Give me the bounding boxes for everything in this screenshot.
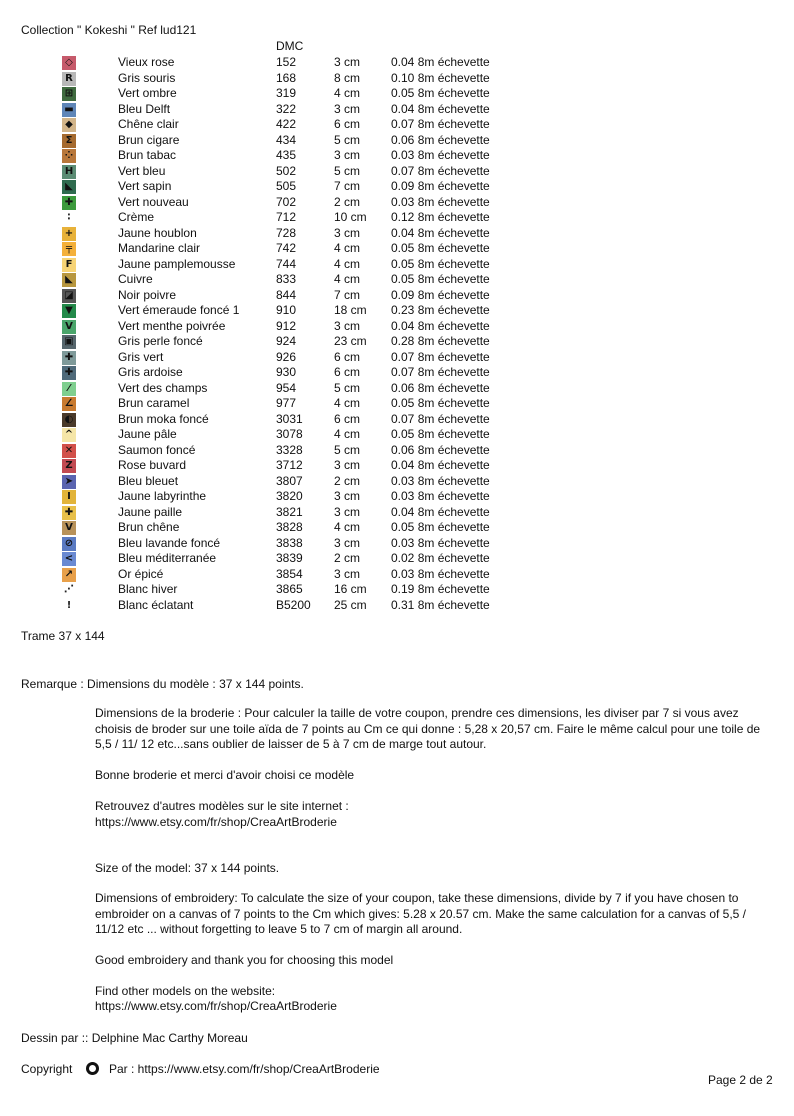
thread-name: Vert sapin xyxy=(118,179,172,193)
thread-row xyxy=(0,257,794,273)
thread-skein: 0.10 8m échevette xyxy=(391,70,490,85)
thread-length: 5 cm xyxy=(334,380,361,395)
thread-skein: 0.12 8m échevette xyxy=(391,210,490,224)
thread-skein: 0.05 8m échevette xyxy=(391,241,490,255)
thread-name: Bleu lavande foncé xyxy=(118,535,221,550)
thread-dmc-number: 422 xyxy=(276,117,297,131)
thread-symbol-swatch: ⋰ xyxy=(64,584,74,595)
thread-symbol-swatch: ⊞ xyxy=(62,87,76,101)
thread-name: Gris vert xyxy=(118,349,164,364)
thread-row xyxy=(0,396,794,412)
thread-symbol-swatch: ▬ xyxy=(62,103,76,117)
thread-length: 4 cm xyxy=(334,241,361,255)
thread-name: Brun chêne xyxy=(118,520,180,534)
thread-name: Rose buvard xyxy=(118,458,187,472)
thread-dmc-number: 954 xyxy=(276,380,297,395)
thread-symbol-swatch: ▣ xyxy=(62,335,76,349)
thread-skein: 0.19 8m échevette xyxy=(391,582,490,596)
thread-length: 6 cm xyxy=(334,365,361,379)
thread-name: Vert des champs xyxy=(118,380,208,395)
thread-skein: 0.23 8m échevette xyxy=(391,303,490,317)
en-find-text: Find other models on the website: xyxy=(95,984,276,998)
thread-symbol-swatch: I xyxy=(62,490,76,504)
thread-length: 4 cm xyxy=(334,520,361,534)
thread-symbol-swatch: ⁘ xyxy=(62,149,76,163)
fr-thanks-text: Bonne broderie et merci d'avoir choisi ce modèle xyxy=(95,768,355,782)
thread-name: Gris ardoise xyxy=(118,365,183,379)
thread-skein: 0.05 8m échevette xyxy=(391,396,490,410)
thread-dmc-number: 744 xyxy=(276,256,297,271)
thread-dmc-number: 3078 xyxy=(276,427,303,441)
thread-length: 3 cm xyxy=(334,489,361,503)
thread-symbol-swatch: ◆ xyxy=(62,118,76,132)
thread-skein: 0.03 8m échevette xyxy=(391,148,490,162)
thread-length: 4 cm xyxy=(334,86,361,100)
thread-skein: 0.03 8m échevette xyxy=(391,535,490,550)
thread-dmc-number: 844 xyxy=(276,287,297,302)
thread-dmc-number: 712 xyxy=(276,210,297,224)
thread-name: Blanc hiver xyxy=(118,582,178,596)
thread-row xyxy=(0,195,794,211)
thread-row xyxy=(0,226,794,242)
thread-row xyxy=(0,381,794,397)
thread-dmc-number: 977 xyxy=(276,396,297,410)
thread-dmc-number: 3328 xyxy=(276,442,303,457)
thread-dmc-number: 3839 xyxy=(276,551,303,565)
thread-skein: 0.03 8m échevette xyxy=(391,566,490,581)
thread-dmc-number: B5200 xyxy=(276,597,311,612)
thread-row xyxy=(0,536,794,552)
thread-symbol-swatch: ▼ xyxy=(62,304,76,318)
thread-symbol-swatch: V xyxy=(62,521,76,535)
page-number: Page 2 de 2 xyxy=(708,1073,773,1087)
thread-length: 5 cm xyxy=(334,442,361,457)
thread-row xyxy=(0,458,794,474)
thread-dmc-number: 930 xyxy=(276,365,297,379)
thread-row xyxy=(0,241,794,257)
thread-row xyxy=(0,427,794,443)
thread-row xyxy=(0,505,794,521)
thread-length: 3 cm xyxy=(334,566,361,581)
thread-length: 25 cm xyxy=(334,597,367,612)
thread-dmc-number: 3865 xyxy=(276,582,303,596)
thread-name: Jaune pamplemousse xyxy=(118,256,236,271)
thread-length: 6 cm xyxy=(334,117,361,131)
thread-row xyxy=(0,179,794,195)
thread-dmc-number: 926 xyxy=(276,349,297,364)
thread-dmc-number: 434 xyxy=(276,132,297,147)
thread-name: Brun moka foncé xyxy=(118,411,209,426)
thread-dmc-number: 505 xyxy=(276,179,297,193)
thread-symbol-swatch: ◐ xyxy=(62,413,76,427)
thread-length: 6 cm xyxy=(334,349,361,364)
thread-row xyxy=(0,520,794,536)
thread-length: 3 cm xyxy=(334,458,361,472)
thread-dmc-number: 319 xyxy=(276,86,297,100)
thread-row xyxy=(0,334,794,350)
thread-name: Blanc éclatant xyxy=(118,597,194,612)
thread-symbol-swatch: ✚ xyxy=(62,366,76,380)
thread-name: Mandarine clair xyxy=(118,241,201,255)
thread-row xyxy=(0,133,794,149)
thread-length: 3 cm xyxy=(334,504,361,519)
thread-skein: 0.05 8m échevette xyxy=(391,272,490,286)
thread-dmc-number: 3821 xyxy=(276,504,303,519)
thread-row xyxy=(0,148,794,164)
thread-symbol-swatch: Σ xyxy=(62,134,76,148)
thread-name: Vert menthe poivrée xyxy=(118,318,226,333)
thread-row xyxy=(0,443,794,459)
fr-find-text: Retrouvez d'autres modèles sur le site internet : xyxy=(95,799,349,813)
thread-dmc-number: 435 xyxy=(276,148,297,162)
thread-name: Brun caramel xyxy=(118,396,190,410)
thread-symbol-swatch: ◇ xyxy=(62,56,76,70)
thread-length: 4 cm xyxy=(334,272,361,286)
thread-dmc-number: 742 xyxy=(276,241,297,255)
thread-skein: 0.31 8m échevette xyxy=(391,597,490,612)
thread-symbol-swatch: ∶ xyxy=(62,211,76,225)
thread-length: 4 cm xyxy=(334,396,361,410)
thread-name: Vieux rose xyxy=(118,55,175,69)
thread-symbol-swatch: ✕ xyxy=(62,444,76,458)
thread-length: 3 cm xyxy=(334,101,361,116)
thread-row xyxy=(0,303,794,319)
thread-length: 2 cm xyxy=(334,194,361,209)
thread-name: Bleu bleuet xyxy=(118,473,179,488)
thread-skein: 0.05 8m échevette xyxy=(391,256,490,271)
thread-dmc-number: 3031 xyxy=(276,411,303,426)
thread-skein: 0.05 8m échevette xyxy=(391,427,490,441)
thread-symbol-swatch: ◣ xyxy=(62,180,76,194)
thread-dmc-number: 3854 xyxy=(276,566,303,581)
thread-length: 18 cm xyxy=(334,303,367,317)
thread-dmc-number: 3838 xyxy=(276,535,303,550)
thread-skein: 0.28 8m échevette xyxy=(391,334,490,348)
thread-name: Jaune paille xyxy=(118,504,183,519)
thread-skein: 0.03 8m échevette xyxy=(391,489,490,503)
thread-row xyxy=(0,272,794,288)
thread-length: 4 cm xyxy=(334,256,361,271)
thread-symbol-swatch: ✚ xyxy=(62,506,76,520)
thread-row xyxy=(0,86,794,102)
thread-length: 3 cm xyxy=(334,318,361,333)
thread-symbol-swatch: ↗ xyxy=(62,568,76,582)
thread-row xyxy=(0,551,794,567)
thread-row xyxy=(0,55,794,71)
thread-dmc-number: 924 xyxy=(276,334,297,348)
thread-symbol-swatch: ^ xyxy=(62,428,76,442)
en-shop-link[interactable]: https://www.etsy.com/fr/shop/CreaArtBroderie xyxy=(95,999,337,1013)
thread-skein: 0.07 8m échevette xyxy=(391,117,490,131)
thread-dmc-number: 833 xyxy=(276,272,297,286)
thread-symbol-swatch: < xyxy=(62,552,76,566)
thread-skein: 0.03 8m échevette xyxy=(391,473,490,488)
page-title: Collection " Kokeshi " Ref lud121 xyxy=(21,23,197,37)
thread-skein: 0.04 8m échevette xyxy=(391,55,490,69)
thread-dmc-number: 910 xyxy=(276,303,297,317)
en-dimensions-paragraph: Dimensions of embroidery: To calculate the size of your coupon, take these dimensions, divide by 7 if you have chosen to embroider on a canvas of 7 points to the Cm which gives: 5.28 x 20.57 cm. Make the same calculation for a canvas of 5,5 / 11/12 etc ... without forgetting to leave 5 to 7 cm of margin all around. xyxy=(95,891,747,936)
thread-symbol-swatch: ✚ xyxy=(62,351,76,365)
thread-name: Gris souris xyxy=(118,70,176,85)
thread-row xyxy=(0,489,794,505)
thread-symbol-swatch: ! xyxy=(62,599,76,613)
thread-length: 3 cm xyxy=(334,148,361,162)
thread-length: 8 cm xyxy=(334,70,361,85)
thread-dmc-number: 728 xyxy=(276,225,297,240)
thread-dmc-number: 912 xyxy=(276,318,297,333)
thread-symbol-swatch: + xyxy=(62,227,76,241)
thread-row xyxy=(0,319,794,335)
thread-symbol-swatch: H xyxy=(62,165,76,179)
thread-dmc-number: 3712 xyxy=(276,458,303,472)
copyright-label: Copyright xyxy=(21,1062,73,1076)
thread-name: Crème xyxy=(118,210,155,224)
thread-symbol-swatch: ∠ xyxy=(62,397,76,411)
thread-dmc-number: 168 xyxy=(276,70,297,85)
thread-dmc-number: 322 xyxy=(276,101,297,116)
thread-skein: 0.04 8m échevette xyxy=(391,504,490,519)
thread-name: Bleu Delft xyxy=(118,101,171,116)
thread-length: 5 cm xyxy=(334,163,361,178)
thread-row xyxy=(0,102,794,118)
thread-length: 7 cm xyxy=(334,179,361,193)
thread-length: 7 cm xyxy=(334,287,361,302)
thread-skein: 0.04 8m échevette xyxy=(391,101,490,116)
thread-name: Cuivre xyxy=(118,272,153,286)
thread-symbol-swatch: ➤ xyxy=(62,475,76,489)
thread-name: Jaune pâle xyxy=(118,427,177,441)
remark-heading: Remarque : Dimensions du modèle : 37 x 144 points. xyxy=(21,677,304,691)
thread-skein: 0.06 8m échevette xyxy=(391,442,490,457)
thread-name: Vert bleu xyxy=(118,163,166,178)
thread-name: Or épicé xyxy=(118,566,164,581)
thread-symbol-swatch: ✚ xyxy=(62,196,76,210)
thread-length: 5 cm xyxy=(334,132,361,147)
thread-skein: 0.06 8m échevette xyxy=(391,380,490,395)
en-thanks-text: Good embroidery and thank you for choosing this model xyxy=(95,953,394,967)
thread-dmc-number: 152 xyxy=(276,55,297,69)
thread-skein: 0.07 8m échevette xyxy=(391,411,490,426)
thread-length: 10 cm xyxy=(334,210,367,224)
thread-skein: 0.04 8m échevette xyxy=(391,225,490,240)
thread-row xyxy=(0,474,794,490)
thread-length: 2 cm xyxy=(334,551,361,565)
thread-skein: 0.07 8m échevette xyxy=(391,349,490,364)
thread-name: Chêne clair xyxy=(118,117,179,131)
thread-symbol-swatch: Z xyxy=(62,459,76,473)
thread-length: 3 cm xyxy=(334,225,361,240)
thread-symbol-swatch: R xyxy=(62,72,76,86)
thread-symbol-swatch: ◣ xyxy=(62,273,76,287)
thread-symbol-swatch: F xyxy=(62,258,76,272)
thread-name: Vert émeraude foncé 1 xyxy=(118,303,240,317)
thread-symbol-swatch: ◪ xyxy=(62,289,76,303)
thread-row xyxy=(0,567,794,583)
thread-symbol-swatch: ⁄ xyxy=(62,382,76,396)
thread-symbol-swatch: ⊘ xyxy=(62,537,76,551)
en-size-text: Size of the model: 37 x 144 points. xyxy=(95,861,280,875)
thread-dmc-number: 3828 xyxy=(276,520,303,534)
thread-dmc-number: 502 xyxy=(276,163,297,178)
thread-name: Brun cigare xyxy=(118,132,180,147)
thread-skein: 0.05 8m échevette xyxy=(391,86,490,100)
thread-row xyxy=(0,210,794,226)
thread-skein: 0.07 8m échevette xyxy=(391,163,490,178)
fr-shop-link[interactable]: https://www.etsy.com/fr/shop/CreaArtBroderie xyxy=(95,815,337,829)
thread-dmc-number: 3807 xyxy=(276,473,303,488)
thread-symbol-swatch: V xyxy=(62,320,76,334)
copyright-icon xyxy=(86,1062,99,1075)
thread-name: Jaune houblon xyxy=(118,225,197,240)
thread-row xyxy=(0,582,794,598)
thread-skein: 0.05 8m échevette xyxy=(391,520,490,534)
thread-length: 16 cm xyxy=(334,582,367,596)
designer-credit: Dessin par :: Delphine Mac Carthy Moreau xyxy=(21,1031,248,1045)
thread-skein: 0.04 8m échevette xyxy=(391,318,490,333)
thread-name: Vert ombre xyxy=(118,86,177,100)
fabric-size: Trame 37 x 144 xyxy=(21,629,105,643)
thread-dmc-number: 702 xyxy=(276,194,297,209)
thread-length: 4 cm xyxy=(334,427,361,441)
thread-length: 2 cm xyxy=(334,473,361,488)
thread-skein: 0.09 8m échevette xyxy=(391,179,490,193)
thread-skein: 0.04 8m échevette xyxy=(391,458,490,472)
thread-name: Jaune labyrinthe xyxy=(118,489,207,503)
thread-symbol-swatch: ╤ xyxy=(62,242,76,256)
copyright-link[interactable]: Par : https://www.etsy.com/fr/shop/CreaArtBroderie xyxy=(109,1062,380,1076)
thread-length: 3 cm xyxy=(334,55,361,69)
thread-length: 23 cm xyxy=(334,334,367,348)
dmc-column-header: DMC xyxy=(276,39,304,53)
thread-length: 6 cm xyxy=(334,411,361,426)
thread-row xyxy=(0,164,794,180)
thread-row xyxy=(0,288,794,304)
thread-name: Bleu méditerranée xyxy=(118,551,217,565)
thread-skein: 0.09 8m échevette xyxy=(391,287,490,302)
thread-skein: 0.02 8m échevette xyxy=(391,551,490,565)
thread-name: Noir poivre xyxy=(118,287,177,302)
thread-name: Brun tabac xyxy=(118,148,177,162)
thread-row xyxy=(0,350,794,366)
thread-row xyxy=(0,365,794,381)
thread-dmc-number: 3820 xyxy=(276,489,303,503)
thread-skein: 0.07 8m échevette xyxy=(391,365,490,379)
thread-skein: 0.03 8m échevette xyxy=(391,194,490,209)
thread-row xyxy=(0,598,794,614)
thread-row xyxy=(0,412,794,428)
thread-row xyxy=(0,117,794,133)
thread-name: Saumon foncé xyxy=(118,442,196,457)
thread-row xyxy=(0,71,794,87)
thread-length: 3 cm xyxy=(334,535,361,550)
thread-name: Vert nouveau xyxy=(118,194,189,209)
fr-dimensions-paragraph: Dimensions de la broderie : Pour calculer la taille de votre coupon, prendre ces dimensions, les diviser par 7 si vous avez choisis de broder sur une toile aïda de 7 points au Cm ce qui donne : 5,28 x 20,57 cm. Faire le même calcul pour une toile de 5,5 / 11/ 12 etc...sans oublier de laisser de 5 à 7 cm de marge tout autour. xyxy=(95,706,761,751)
thread-name: Gris perle foncé xyxy=(118,334,203,348)
thread-skein: 0.06 8m échevette xyxy=(391,132,490,147)
